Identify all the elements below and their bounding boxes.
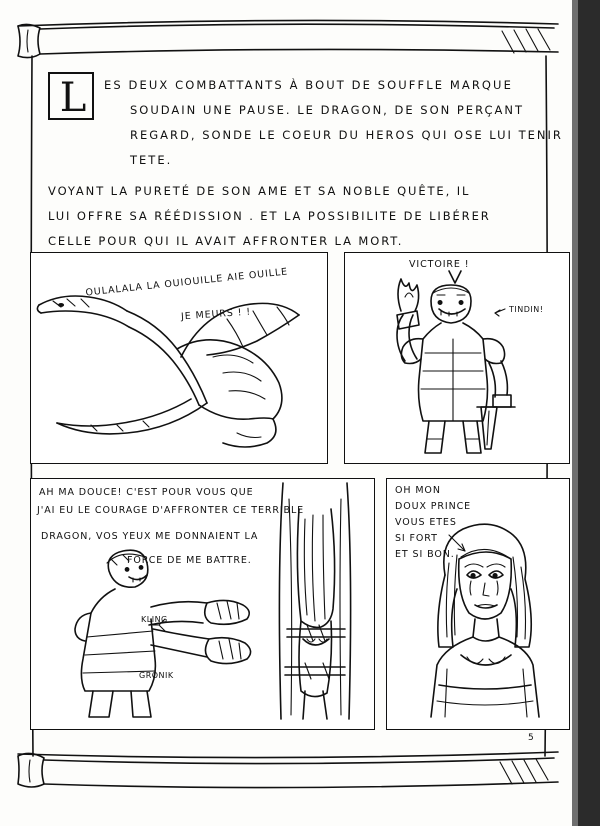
narration-line-1: ES DEUX COMBATTANTS À BOUT DE SOUFFLE MARQUE (104, 78, 513, 92)
comic-panel-3 (30, 478, 375, 730)
narration-line-4: TETE. (130, 153, 173, 167)
panel-1-caption-1: OULALALA LA OUIOUILLE AIE OUILLE (84, 266, 289, 299)
narration-line-2: SOUDAIN UNE PAUSE. LE DRAGON, DE SON PERÇANT (130, 103, 525, 117)
comic-panel-2 (344, 252, 570, 464)
scan-edge-strip (578, 0, 600, 826)
narration-line-6: LUI OFFRE SA RÉÉDISSION . ET LA POSSIBILITE DE LIBÉRER (48, 209, 491, 223)
panel-1-caption-2: JE MEURS ! ! (180, 306, 252, 323)
narration-line-7: CELLE POUR QUI IL AVAIT AFFRONTER LA MORT. (48, 234, 404, 248)
panel-4-caption-4: SI FORT (395, 533, 438, 544)
panel-3-caption-2: J'AI EU LE COURAGE D'AFFRONTER CE TERRIBLE (37, 505, 305, 516)
panel-3-caption-4: FORCE DE ME BATTRE. (127, 555, 252, 566)
panel-3-caption-gronik: GRONIK (139, 671, 174, 680)
page-number: 5 (528, 733, 536, 743)
panel-2-caption-1: VICTOIRE ! (409, 259, 470, 270)
drop-cap-letter: L (59, 75, 87, 121)
panel-4-caption-1: OH MON (395, 485, 441, 496)
knight-drawing (345, 253, 570, 464)
drop-cap-box (48, 72, 94, 120)
narration-line-3: REGARD, SONDE LE COEUR DU HEROS QUI OSE LUI TENIR (130, 128, 563, 142)
panel-3-caption-1: AH MA DOUCE! C'EST POUR VOUS QUE (39, 487, 254, 498)
knight-and-pillar-drawing (31, 479, 375, 730)
panel-4-caption-5: ET SI BON. (395, 549, 455, 560)
scan-edge-gradient (572, 0, 578, 826)
panel-2-caption-2: TINDIN! (509, 305, 544, 314)
panel-4-caption-3: VOUS ETES (395, 517, 457, 528)
comic-panel-1 (30, 252, 328, 464)
panel-4-caption-2: DOUX PRINCE (395, 501, 472, 512)
narration-line-5: VOYANT LA PURETÉ DE SON AME ET SA NOBLE QUÊTE, IL (48, 184, 471, 198)
panel-3-caption-3: DRAGON, VOS YEUX ME DONNAIENT LA (41, 531, 259, 542)
comic-panel-4 (386, 478, 570, 730)
panel-3-caption-kling: KLING (141, 615, 168, 624)
